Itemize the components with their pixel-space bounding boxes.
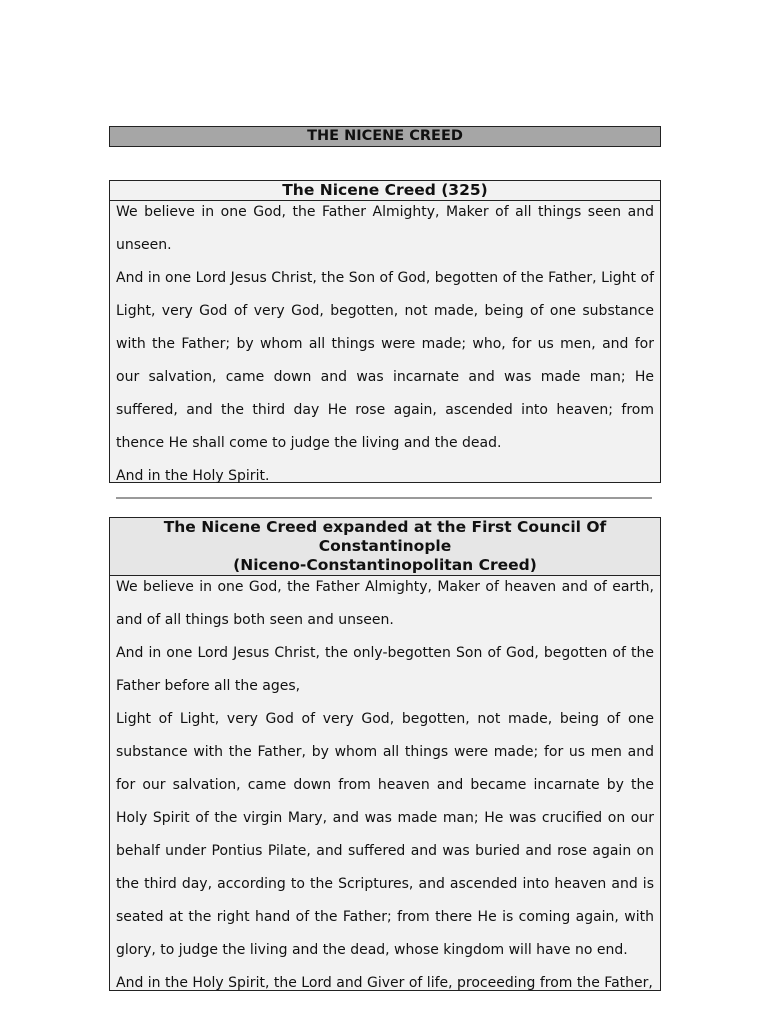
section-divider xyxy=(116,497,652,499)
section-heading-constantinople xyxy=(110,518,660,576)
paragraph: We believe in one God, the Father Almighty, Maker of all things seen and unseen. xyxy=(116,204,654,253)
paragraph: We believe in one God, the Father Almighty, Maker of heaven and of earth, and of all things both seen and unseen. xyxy=(116,579,654,628)
heading-line: The Nicene Creed expanded at the First Council Of xyxy=(163,518,607,536)
nicene-creed-325-section xyxy=(109,180,661,483)
paragraph: And in one Lord Jesus Christ, the Son of God, begotten of the Father, Light of Light, very God of very God, begotten, not made, being of one substance with the Father; by whom all things were made; who, for us men, and for our salvation, came down and was incarnate and was made man; He suffered, and the third day He rose again, ascended into heaven; from thence He shall come to judge the living and the dead. xyxy=(116,270,654,451)
paragraph: And in the Holy Spirit, the Lord and Giver of life, proceeding from the Father, xyxy=(116,975,653,991)
heading-line: (Niceno-Constantinopolitan Creed) xyxy=(233,556,537,574)
paragraph: And in one Lord Jesus Christ, the only-begotten Son of God, begotten of the Father before all the ages, xyxy=(116,645,654,694)
section-heading-325: The Nicene Creed (325) xyxy=(110,181,660,201)
section-body-325 xyxy=(110,196,660,493)
nicene-constantinopolitan-section xyxy=(109,517,661,991)
paragraph: Light of Light, very God of very God, begotten, not made, being of one substance with the Father, by whom all things were made; for us men and for our salvation, came down from heaven and became incarnate by the Holy Spirit of the virgin Mary, and was made man; He was crucified on our behalf under Pontius Pilate, and suffered and was buried and rose again on the third day, according to the Scriptures, and ascended into heaven and is seated at the right hand of the Father; from there He is coming again, with glory, to judge the living and the dead, whose kingdom will have no end. xyxy=(116,711,654,958)
section-body-constantinople xyxy=(110,571,660,991)
heading-line: Constantinople xyxy=(318,537,452,555)
paragraph: And in the Holy Spirit. xyxy=(116,468,270,484)
document-title: THE NICENE CREED xyxy=(109,126,661,147)
